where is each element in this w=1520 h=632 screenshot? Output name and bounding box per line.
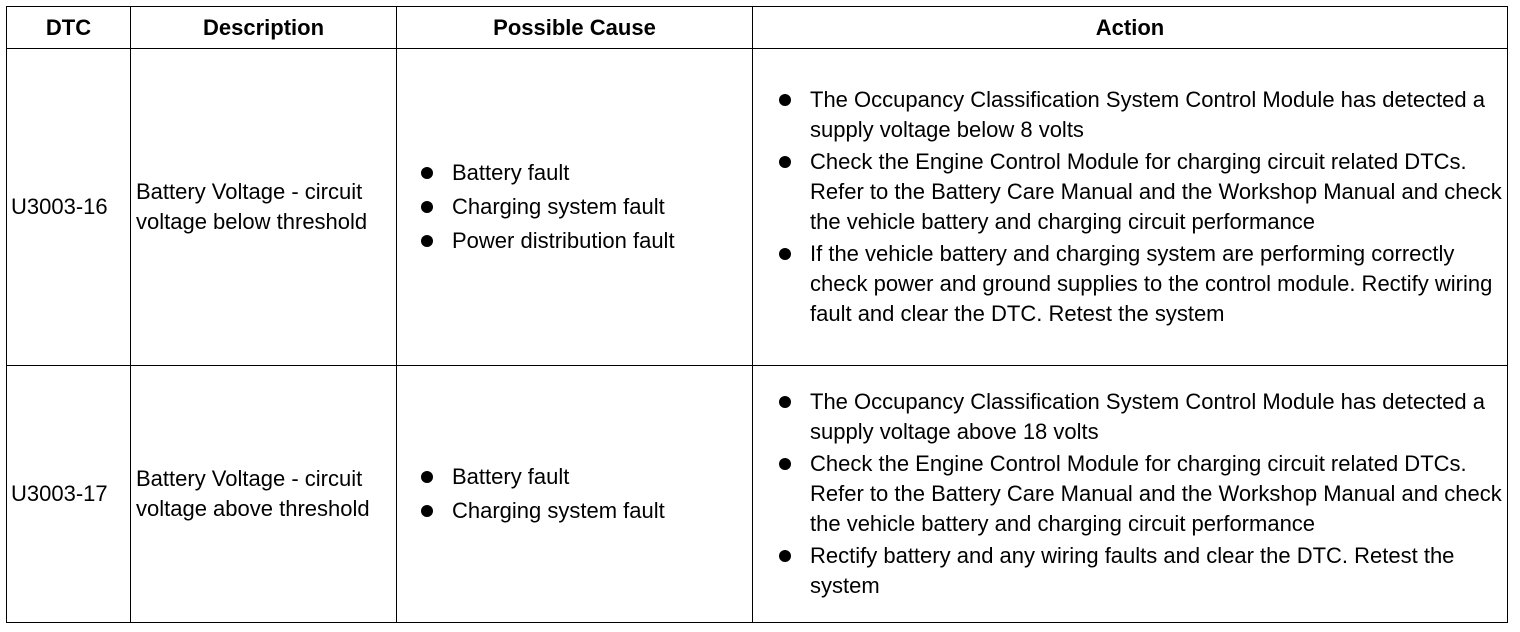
list-item [779,449,1507,539]
list-item [779,541,1507,601]
action-text: Check the Engine Control Module for charging circuit related DTCs. Refer to the Battery Care Manual and the Workshop Manual and check the vehicle battery and charging circuit performance [810,451,1502,536]
list-item [421,191,752,223]
possible-cause-cell [397,49,753,366]
dtc-code: U3003-16 [7,49,131,366]
action-text: If the vehicle battery and charging system are performing correctly check power and ground supplies to the control module. Rectify wiring fault and clear the DTC. Retest the system [810,241,1493,326]
bullet-icon [779,396,791,408]
list-item [779,239,1507,329]
list-item [421,461,752,493]
bullet-icon [779,248,791,260]
list-item [779,85,1507,145]
header-possible-cause: Possible Cause [397,7,753,49]
dtc-table [6,6,1508,623]
list-item [421,495,752,527]
table-header-row [7,7,1508,49]
action-text: The Occupancy Classification System Control Module has detected a supply voltage below 8 volts [810,87,1485,142]
possible-cause-cell [397,366,753,623]
possible-cause-list [397,157,752,257]
header-description: Description [131,7,397,49]
cause-text: Battery fault [452,160,570,185]
action-list [753,85,1507,329]
action-list [753,387,1507,601]
header-action: Action [753,7,1508,49]
list-item [421,157,752,189]
list-item [421,225,752,257]
bullet-icon [421,505,433,517]
dtc-description: Battery Voltage - circuit voltage below threshold [131,49,397,366]
dtc-code: U3003-17 [7,366,131,623]
action-text: Check the Engine Control Module for charging circuit related DTCs. Refer to the Battery Care Manual and the Workshop Manual and check the vehicle battery and charging circuit performance [810,149,1502,234]
cause-text: Charging system fault [452,498,665,523]
bullet-icon [421,167,433,179]
action-text: The Occupancy Classification System Control Module has detected a supply voltage above 18 volts [810,389,1485,444]
bullet-icon [779,550,791,562]
list-item [779,387,1507,447]
list-item [779,147,1507,237]
table-row [7,49,1508,366]
cause-text: Power distribution fault [452,228,675,253]
possible-cause-list [397,461,752,527]
bullet-icon [779,94,791,106]
cause-text: Charging system fault [452,194,665,219]
bullet-icon [421,201,433,213]
header-dtc: DTC [7,7,131,49]
bullet-icon [421,235,433,247]
bullet-icon [779,156,791,168]
action-text: Rectify battery and any wiring faults and clear the DTC. Retest the system [810,543,1455,598]
bullet-icon [421,471,433,483]
action-cell [753,366,1508,623]
dtc-description: Battery Voltage - circuit voltage above threshold [131,366,397,623]
table-row [7,366,1508,623]
cause-text: Battery fault [452,464,570,489]
bullet-icon [779,458,791,470]
action-cell [753,49,1508,366]
